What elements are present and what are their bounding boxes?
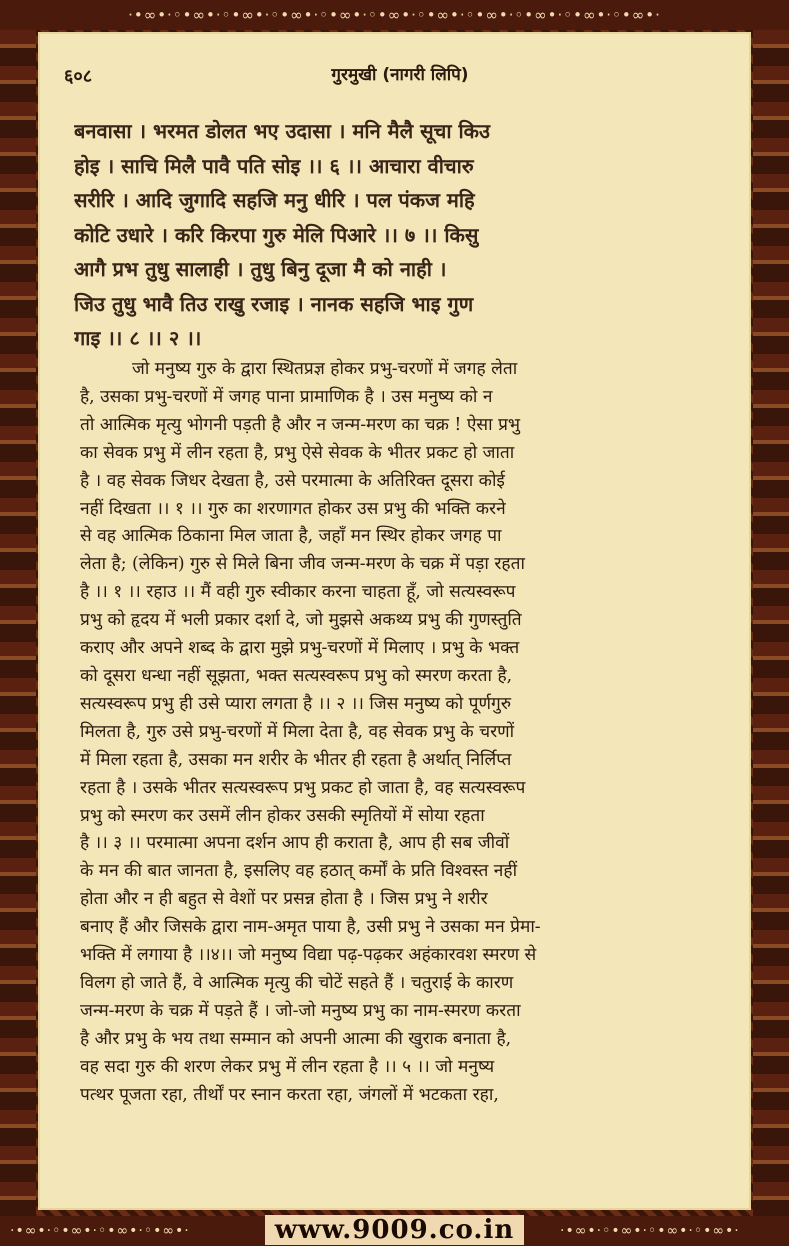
verse-line: कोटि उधारे । करि किरपा गुरु मेलि पिआरे ।। ७ ।। किसु [74,222,479,247]
page-content [38,32,751,1210]
bottom-ornament-right: ·•∞•·◦•∞•·◦•∞•·◦•∞•· [560,1223,740,1239]
meaning-line: से वह आत्मिक ठिकाना मिल जाता है, जहाँ मन स्थिर होकर जगह पा [80,526,502,547]
page-header: गुरमुखी (नागरी लिपि) [331,65,469,85]
meaning-line: है । वह सेवक जिधर देखता है, उसे परमात्मा के अतिरिक्त दूसरा कोई [80,470,505,491]
meaning-line: पत्थर पूजता रहा, तीर्थों पर स्नान करता रहा, जंगलों में भटकता रहा, [80,1084,499,1105]
meaning-line: के मन की बात जानता है, इसलिए वह हठात् कर्मों के प्रति विश्वस्त नहीं [80,861,518,882]
meaning-line: कराए और अपने शब्द के द्वारा मुझे प्रभु-चरणों में मिलाए । प्रभु के भक्त [80,638,520,659]
verse-line: बनवासा । भरमत डोलत भए उदासा । मनि मैलै सूचा किउ [74,119,490,143]
meaning-line: मिलता है, गुरु उसे प्रभु-चरणों में मिला देता है, वह सेवक प्रभु के चरणों [80,721,515,742]
meaning-line: होता और न ही बहुत से वेशों पर प्रसन्न होता है । जिस प्रभु ने शरीर [80,889,488,910]
meaning-line: जो मनुष्य गुरु के द्वारा स्थितप्रज्ञ होकर प्रभु-चरणों में जगह लेता [132,359,518,379]
meaning-line: भक्ति में लगाया है ।।४।। जो मनुष्य विद्या पढ़-पढ़कर अहंकारवश स्मरण से [80,945,537,966]
verse-line: सरीरि । आदि जुगादि सहजि मनु धीरि । पल पंकज महि [74,188,475,212]
verse-line: जिउ तुधु भावै तिउ राखु रजाइ । नानक सहजि भाइ गुण [74,291,474,316]
left-ornament-border [0,30,36,1216]
meaning-line: बनाए हैं और जिसके द्वारा नाम-अमृत पाया है, उसी प्रभु ने उसका मन प्रेमा- [80,917,541,938]
website-link[interactable]: www.9009.co.in [265,1215,525,1245]
meaning-line: लेता है; (लेकिन) गुरु से मिले बिना जीव जन्म-मरण के चक्र में पड़ा रहता [80,554,525,575]
meaning-block [80,356,728,1109]
website-footer[interactable] [0,1216,789,1246]
meaning-line: प्रभु को स्मरण कर उसमें लीन होकर उसकी स्मृतियों में सोया रहता [80,805,485,826]
meaning-line: है ।। १ ।। रहाउ ।। मैं वही गुरु स्वीकार करना चाहता हूँ, जो सत्यस्वरूप [80,582,516,603]
bottom-ornament-left: ·•∞•·◦•∞•·◦•∞•·◦•∞•· [10,1223,190,1239]
meaning-line: वह सदा गुरु की शरण लेकर प्रभु में लीन रहता है ।। ५ ।। जो मनुष्य [80,1056,495,1077]
meaning-line: सत्यस्वरूप प्रभु ही उसे प्यारा लगता है ।। २ ।। जिस मनुष्य को पूर्णगुरु [80,693,512,714]
meaning-line: रहता है । उसके भीतर सत्यस्वरूप प्रभु प्रकट हो जाता है, वह सत्यस्वरूप [80,777,526,798]
meaning-line: को दूसरा धन्धा नहीं सूझता, भक्त सत्यस्वरूप प्रभु को स्मरण करता है, [80,665,513,686]
verse-line: होइ । साचि मिलै पावै पति सोइ ।। ६ ।। आचारा वीचारु [74,153,474,178]
verse-line: गाइ ।। ८ ।। २ ।। [74,326,202,350]
meaning-line: नहीं दिखता ।। १ ।। गुरु का शरणागत होकर उस प्रभु की भक्ति करने [80,498,506,519]
top-ornament-border: ·•∞•·◦•∞•·◦•∞•·◦•∞•·◦•∞•·◦•∞•·◦•∞•·◦•∞•·◦•∞•·◦•∞•·◦•∞•· [0,0,789,30]
meaning-line: है, उसका प्रभु-चरणों में जगह पाना प्रामाणिक है । उस मनुष्य को न [80,386,493,407]
meaning-line: है और प्रभु के भय तथा सम्मान को अपनी आत्मा की खुराक बनाता है, [80,1028,512,1049]
page-number: ६०८ [64,66,93,87]
verse-line: आगै प्रभ तुधु सालाही । तुधु बिनु दूजा मै को नाही । [74,257,447,281]
meaning-line: विलग हो जाते हैं, वे आत्मिक मृत्यु की चोटें सहते हैं । चतुराई के कारण [80,972,514,993]
meaning-line: जन्म-मरण के चक्र में पड़ते हैं । जो-जो मनुष्य प्रभु का नाम-स्मरण करता [80,1000,521,1021]
verse-block [74,114,724,356]
meaning-line: प्रभु को हृदय में भली प्रकार दर्शा दे, जो मुझसे अकथ्य प्रभु की गुणस्तुति [80,610,522,631]
meaning-line: है ।। ३ ।। परमात्मा अपना दर्शन आप ही कराता है, आप ही सब जीवों [80,833,510,854]
meaning-line: तो आत्मिक मृत्यु भोगनी पड़ती है और न जन्म-मरण का चक्र ! ऐसा प्रभु [80,414,521,435]
meaning-line: का सेवक प्रभु में लीन रहता है, प्रभु ऐसे सेवक के भीतर प्रकट हो जाता [80,442,515,463]
meaning-line: में मिला रहता है, उसका मन शरीर के भीतर ही रहता है अर्थात् निर्लिप्त [80,749,512,770]
right-ornament-border [753,30,789,1216]
